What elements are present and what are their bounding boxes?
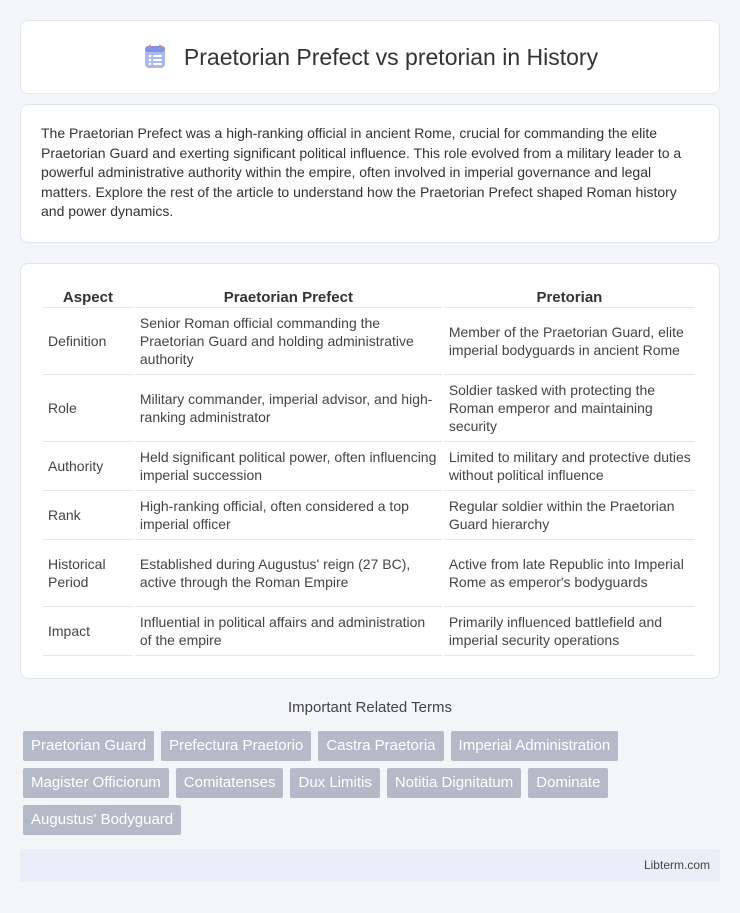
row-aspect: Role	[43, 375, 133, 442]
row-pretorian: Limited to military and protective duties without political influence	[444, 442, 695, 491]
table-row	[43, 540, 695, 607]
header-pretorian: Pretorian	[444, 284, 695, 308]
related-term-tag[interactable]: Magister Officiorum	[23, 768, 169, 798]
footer	[20, 849, 720, 882]
table-row	[43, 607, 695, 656]
row-pretorian: Active from late Republic into Imperial Rome as emperor's bodyguards	[444, 540, 695, 607]
related-term-tag[interactable]: Notitia Dignitatum	[387, 768, 521, 798]
table-row	[43, 442, 695, 491]
row-pretorian: Primarily influenced battlefield and imperial security operations	[444, 607, 695, 656]
header-praetorian-prefect: Praetorian Prefect	[135, 284, 442, 308]
table-header-row	[43, 284, 695, 308]
comparison-table-card	[20, 263, 720, 679]
table-row	[43, 491, 695, 540]
row-prefect: Influential in political affairs and administration of the empire	[135, 607, 442, 656]
row-aspect: Historical Period	[43, 540, 133, 607]
row-pretorian: Regular soldier within the Praetorian Guard hierarchy	[444, 491, 695, 540]
row-aspect: Impact	[43, 607, 133, 656]
row-aspect: Definition	[43, 308, 133, 375]
intro-card	[20, 104, 720, 243]
footer-brand[interactable]: Libterm.com	[643, 858, 710, 872]
related-term-tag[interactable]: Praetorian Guard	[23, 731, 154, 761]
row-pretorian: Member of the Praetorian Guard, elite imperial bodyguards in ancient Rome	[444, 308, 695, 375]
related-term-tag[interactable]: Augustus' Bodyguard	[23, 805, 181, 835]
row-prefect: Senior Roman official commanding the Praetorian Guard and holding administrative authority	[135, 308, 442, 375]
header-aspect: Aspect	[43, 284, 133, 308]
related-term-tag[interactable]: Prefectura Praetorio	[161, 731, 311, 761]
document-list-icon	[142, 44, 168, 70]
table-row	[43, 375, 695, 442]
page-title: Praetorian Prefect vs pretorian in History	[183, 43, 599, 70]
related-term-tag[interactable]: Comitatenses	[176, 768, 284, 798]
related-term-tag[interactable]: Dominate	[528, 768, 608, 798]
intro-text: The Praetorian Prefect was a high-ranking official in ancient Rome, crucial for commanding the elite Praetorian Guard and exerting significant political influence. This role evolved from a military leader to a powerful administrative authority within the empire, often involved in imperial governance and legal matters. Explore the rest of the article to understand how the Praetorian Prefect shaped Roman history and power dynamics.	[41, 125, 682, 220]
row-aspect: Rank	[43, 491, 133, 540]
title-wrap	[142, 44, 598, 71]
related-terms-title: Important Related Terms	[288, 699, 452, 716]
related-term-tag[interactable]: Castra Praetoria	[318, 731, 443, 761]
related-term-tag[interactable]: Dux Limitis	[290, 768, 379, 798]
row-prefect: Military commander, imperial advisor, and high-ranking administrator	[135, 375, 442, 442]
row-prefect: High-ranking official, often considered a top imperial officer	[135, 491, 442, 540]
table-row	[43, 308, 695, 375]
related-terms-list	[23, 731, 723, 835]
comparison-table	[41, 284, 697, 656]
row-prefect: Established during Augustus' reign (27 BC), active through the Roman Empire	[135, 540, 442, 607]
row-prefect: Held significant political power, often influencing imperial succession	[135, 442, 442, 491]
related-term-tag[interactable]: Imperial Administration	[451, 731, 619, 761]
header-card	[20, 20, 720, 94]
row-aspect: Authority	[43, 442, 133, 491]
row-pretorian: Soldier tasked with protecting the Roman emperor and maintaining security	[444, 375, 695, 442]
